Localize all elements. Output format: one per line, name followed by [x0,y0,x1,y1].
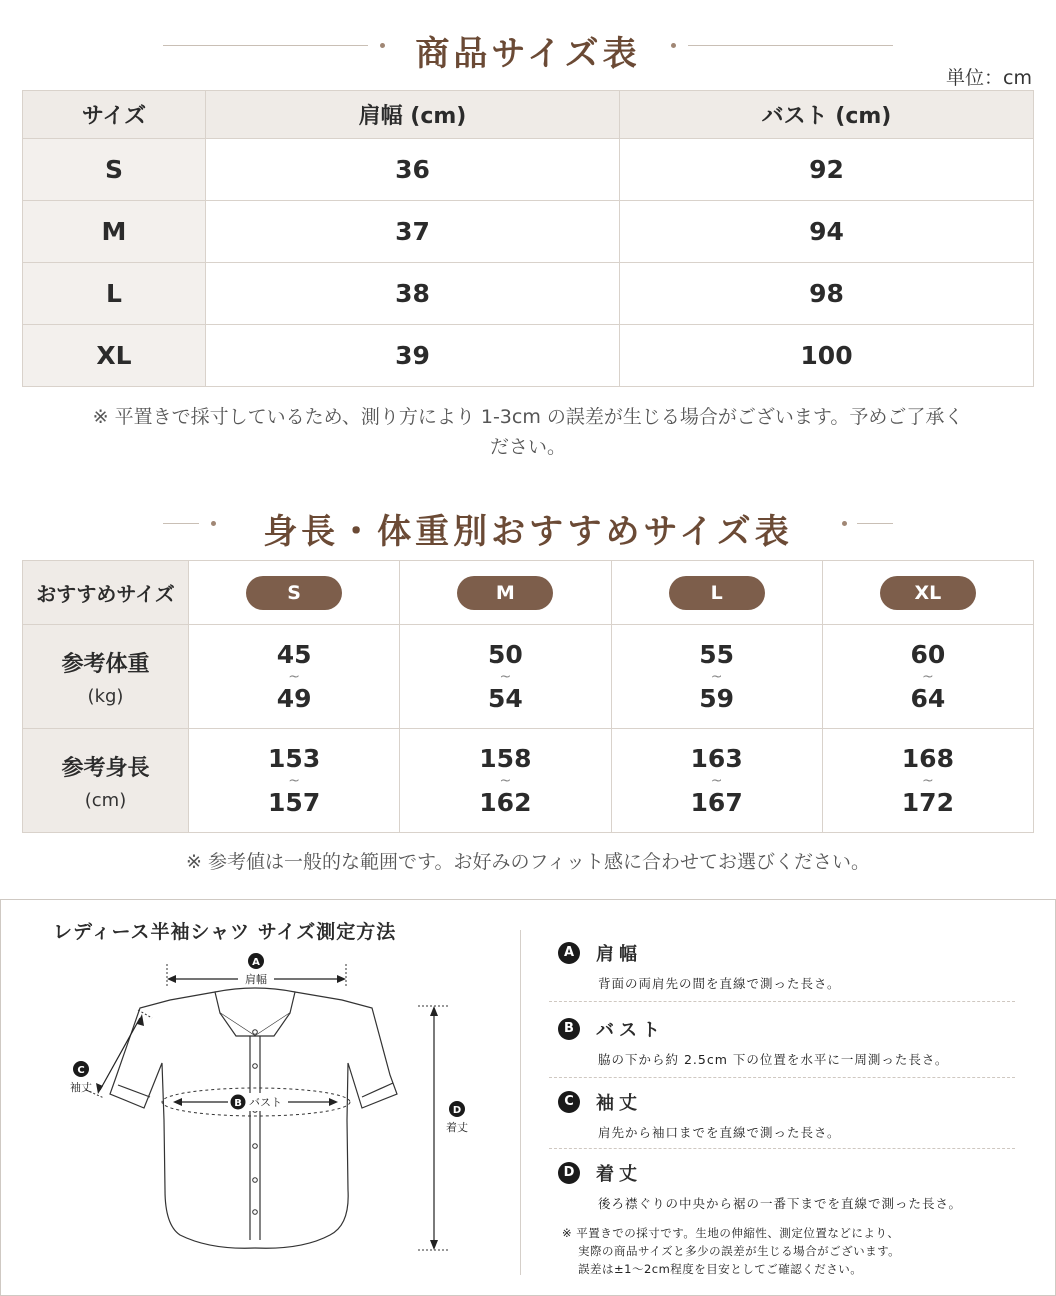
height-row [23,729,1034,833]
range-min: 60 [910,639,946,669]
table-row [23,263,1034,325]
size-pill: S [246,576,342,610]
badge-b-icon: B [558,1018,580,1040]
range-cell [189,729,400,833]
bust-cell: 94 [620,201,1034,263]
range-sep: ~ [922,668,934,685]
title-dot-right [671,43,676,48]
range-min: 168 [901,743,954,773]
shoulder-cell: 38 [206,263,620,325]
shoulder-cell: 37 [206,201,620,263]
button-dot [253,1178,258,1183]
measure-name: 着丈 [596,1164,642,1185]
size-chart-title: 商品サイズ表 [415,34,641,74]
height-unit: (cm) [84,789,127,811]
range-cell [189,625,400,729]
measure-separator [549,1001,1015,1002]
range-max: 162 [479,787,532,817]
weight-row [23,625,1034,729]
table-row [23,325,1034,387]
range-max: 64 [910,683,946,713]
footnote-line-1: ※ 平置きでの採寸です。生地の伸縮性、測定位置などにより、 [562,1226,900,1240]
size-pill: XL [880,576,976,610]
weight-label: 参考体重 [61,651,150,677]
guide-title: レディース半袖シャツ サイズ測定方法 [53,921,397,943]
table-row [23,139,1034,201]
measure-separator [549,1077,1015,1078]
shirt-diagram [40,940,480,1265]
range-max: 172 [901,787,954,817]
recommend-chart-table [22,560,1034,833]
range-max: 59 [699,683,735,713]
bust-cell: 100 [620,325,1034,387]
guide-footnote [562,1224,900,1278]
recommend-header-row [23,561,1034,625]
size-pill: L [669,576,765,610]
measure-desc: 肩先から袖口までを直線で測った長さ。 [598,1125,841,1140]
range-min: 55 [699,639,735,669]
button-dot [253,1144,258,1149]
bust-cell: 92 [620,139,1034,201]
diagram-label-b: バスト [249,1096,282,1109]
header-size: サイズ [23,91,206,139]
diagram-badge-d: D [452,1105,462,1116]
range-cell [400,729,611,833]
size-cell: XL [23,325,206,387]
measure-desc: 脇の下から約 2.5cm 下の位置を水平に一周測った長さ。 [598,1052,949,1067]
range-cell [611,625,822,729]
range-sep: ~ [922,772,934,789]
size-cell: S [23,139,206,201]
shoulder-cell: 39 [206,325,620,387]
measure-name: 袖丈 [596,1093,642,1114]
range-min: 158 [479,743,532,773]
header-shoulder: 肩幅 (cm) [206,91,620,139]
size-chart-table [22,90,1034,387]
title-dot-right [842,521,847,526]
size-header-l [611,561,822,625]
size-chart-header-row [23,91,1034,139]
recommend-chart-title: 身長・体重別おすすめサイズ表 [263,512,793,552]
diagram-label-a: 肩幅 [245,973,267,986]
range-cell [822,625,1033,729]
range-max: 167 [690,787,743,817]
size-header-m [400,561,611,625]
button-dot [253,1064,258,1069]
range-min: 50 [487,639,523,669]
weight-unit: (kg) [87,685,124,707]
shoulder-cell: 36 [206,139,620,201]
diagram-badge-c: C [77,1065,85,1076]
measure-separator [549,1148,1015,1149]
footnote-line-2: 実際の商品サイズと多少の誤差が生じる場合がございます。 [578,1244,901,1258]
button-dot [253,1030,258,1035]
range-sep: ~ [288,668,300,685]
measure-name: 肩幅 [596,944,642,965]
range-min: 153 [268,743,321,773]
table-row [23,201,1034,263]
guide-divider [520,930,521,1275]
diagram-badge-a: A [252,957,260,968]
shoulder-measure [167,953,346,987]
size-header-s [189,561,400,625]
range-cell [611,729,822,833]
title-rule-right [857,523,893,524]
note-line-1: ※ 平置きで採寸しているため、測り方により 1-3cm の誤差が生じる場合がございます。予めご了承く [92,406,964,428]
measure-item-sleeve [558,1089,1018,1141]
size-header-xl [822,561,1033,625]
range-sep: ~ [499,668,512,685]
size-cell: M [23,201,206,263]
length-measure [418,1006,468,1250]
range-min: 45 [276,639,312,669]
note-line-2: ださい。 [489,436,566,458]
button-dot [253,1210,258,1215]
bust-cell: 98 [620,263,1034,325]
diagram-label-c: 袖丈 [70,1081,92,1094]
measure-name: バスト [596,1020,665,1041]
measure-desc: 背面の両肩先の間を直線で測った長さ。 [598,976,841,991]
measure-item-length [558,1160,1018,1212]
corner-label: おすすめサイズ [23,561,189,625]
unit-label: 単位：cm [946,67,1032,89]
range-cell [400,625,611,729]
range-sep: ~ [499,772,512,789]
title-rule-right [688,45,893,46]
range-max: 54 [487,683,523,713]
range-sep: ~ [710,668,723,685]
range-min: 163 [690,743,743,773]
size-chart-note [0,402,1056,462]
range-max: 157 [268,787,321,817]
footnote-line-3: 誤差は±1〜2cm程度を目安としてご確認ください。 [578,1262,863,1276]
range-sep: ~ [288,772,300,789]
size-cell: L [23,263,206,325]
range-max: 49 [276,683,312,713]
diagram-badge-b: B [234,1098,242,1109]
weight-row-head [23,625,189,729]
size-pill: M [457,576,553,610]
badge-a-icon: A [558,942,580,964]
measure-desc: 後ろ襟ぐりの中央から裾の一番下までを直線で測った長さ。 [598,1196,963,1211]
height-label: 参考身長 [61,755,150,781]
height-row-head [23,729,189,833]
shirt-outline [110,988,397,1248]
range-sep: ~ [710,772,723,789]
measure-item-bust [558,1016,1018,1068]
header-bust: バスト (cm) [620,91,1034,139]
recommend-chart-note: ※ 参考値は一般的な範囲です。お好みのフィット感に合わせてお選びください。 [186,851,870,873]
badge-d-icon: D [558,1162,580,1184]
diagram-label-d: 着丈 [446,1121,468,1134]
badge-c-icon: C [558,1091,580,1113]
range-cell [822,729,1033,833]
measure-item-shoulder [558,940,1018,992]
